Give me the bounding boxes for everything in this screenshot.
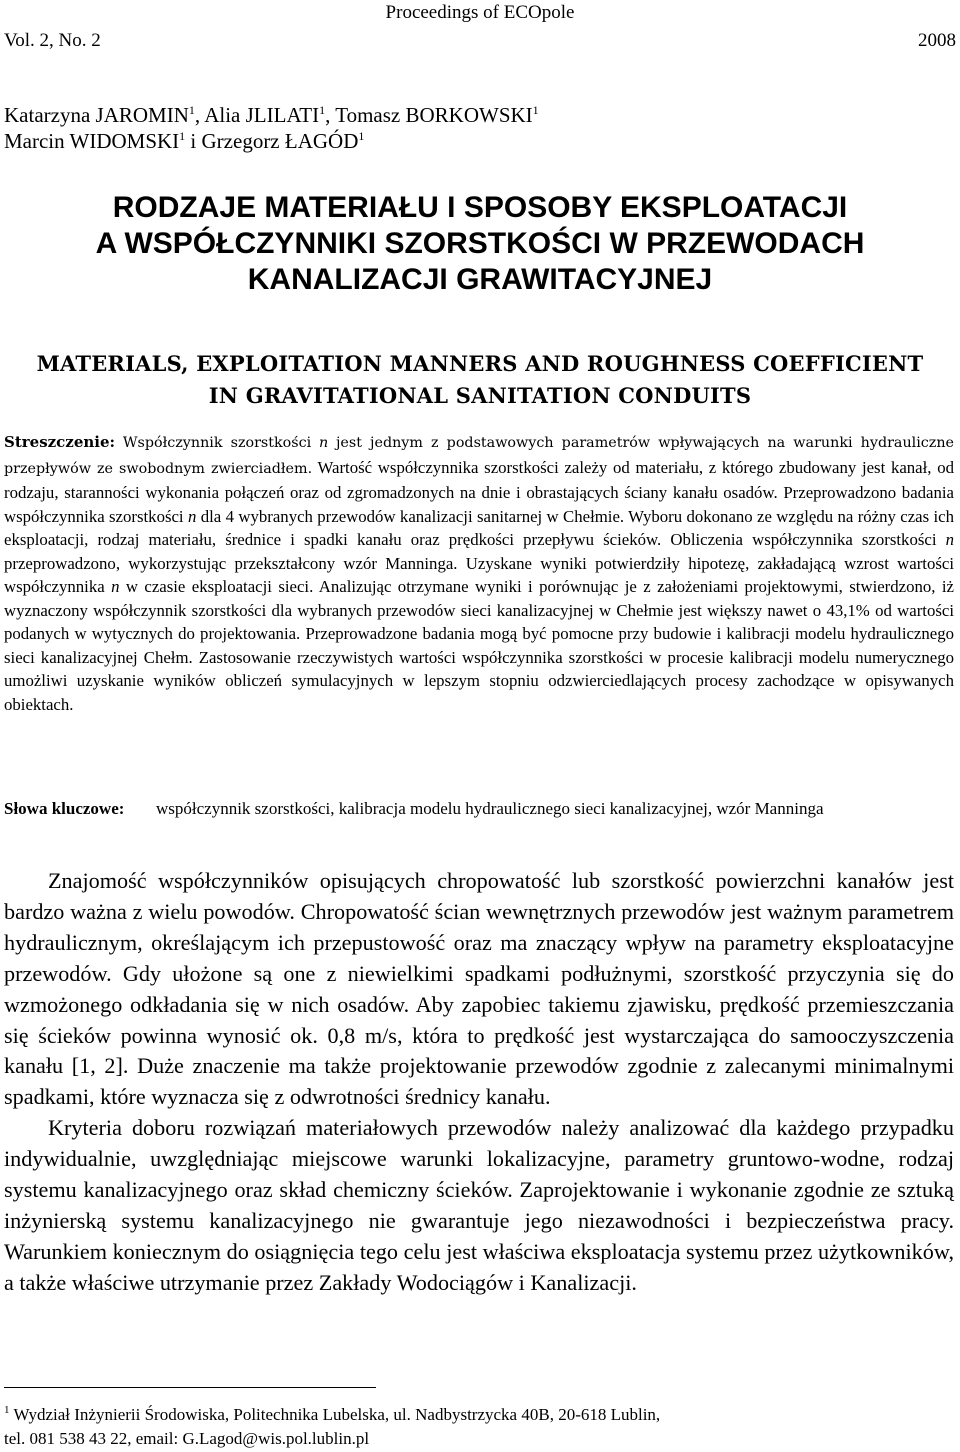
journal-name: Proceedings of ECOpole <box>385 2 575 23</box>
affiliation-marker: 1 <box>358 129 365 143</box>
author-name: Katarzyna JAROMIN <box>4 103 189 127</box>
footnote-line-2: tel. 081 538 43 22, email: G.Lagod@wis.pol.lublin.pl <box>4 1429 370 1448</box>
author-name: Grzegorz ŁAGÓD <box>201 129 359 153</box>
title-polish-line: RODZAJE MATERIAŁU I SPOSOBY EKSPLOATACJI <box>112 191 848 224</box>
title-english-line: IN GRAVITATIONAL SANITATION CONDUITS <box>208 383 752 408</box>
symbol-n: n <box>111 577 120 596</box>
abstract-label: Streszczenie: <box>4 433 116 451</box>
publication-year: 2008 <box>918 30 956 51</box>
affiliation-marker: 1 <box>532 103 539 117</box>
title-polish <box>0 190 960 298</box>
author-list <box>4 102 539 154</box>
title-english <box>0 348 960 412</box>
keywords-text: współczynnik szorstkości, kalibracja modelu hydraulicznego sieci kanalizacyjnej, wzór Manninga <box>156 799 824 818</box>
affiliation-marker: 1 <box>179 129 186 143</box>
author-connector: i <box>190 129 197 153</box>
symbol-n: n <box>318 435 329 451</box>
abstract-text: Współczynnik szorstkości <box>122 435 312 451</box>
abstract <box>4 430 954 716</box>
volume-number: Vol. 2, No. 2 <box>4 30 101 51</box>
author-name: Tomasz BORKOWSKI <box>335 103 533 127</box>
abstract-text: dla 4 wybranych przewodów kanalizacji sanitarnej w Chełmie. Wyboru dokonano ze względu na różny czas ich eksploatacji, rodzaj materiału, średnice i spadki kanału oraz prędkości przepływu ścieków. Obliczenia współczynnika szorstkości <box>4 506 955 549</box>
author-line-2 <box>4 128 539 154</box>
abstract-text: jest jednym z podstawowych parametrów wpływających na warunki hydrauliczne przepływów ze swobodnym zwierciadłem. <box>4 435 955 477</box>
author-name: Alia JLILATI <box>204 103 320 127</box>
abstract-text: w czasie eksploatacji sieci. Analizując otrzymane wyniki i porównując je z założeniami projektowymi, stwierdzono, iż wyznaczony współczynnik szorstkości dla wybranych przewodów sieci kanalizacyjnej w Chełmie jest większy nawet o 43,1% od wartości podanych w wytycznych do projektowania. Przeprowadzone badania mogą być pomocne przy budowie i kalibracji modelu hydraulicznego sieci kanalizacyjnej Chełm. Zastosowanie rzeczywistych wartości współczynnika szorstkości w procesie kalibracji modelu numerycznego umożliwi uzyskanie wyników obliczeń symulacyjnych w lepszym stopniu odzwierciedlających procesy zachodzące w opisywanych obiektach. <box>4 577 954 714</box>
footnote-line-1 <box>4 1403 954 1427</box>
footnote-marker: 1 <box>4 1404 10 1416</box>
paragraph: Znajomość współczynników opisujących chropowatość lub szorstkość powierzchni kanałów jest bardzo ważna z wielu powodów. Chropowatość ścian wewnętrznych przewodów jest ważnym parametrem hydraulicznym, określającym ich przepustowość oraz ma znaczący wpływ na parametry eksploatacyjne przewodów. Gdy ułożone są one z niewielkimi spadkami podłużnymi, szorstkość przyczynia się do wzmożonego odkładania się w nich osadów. Aby zapobiec takiemu zjawisku, prędkość przemieszczania się ścieków powinna wynosić ok. 0,8 m/s, która to prędkość jest wystarczająca do samooczyszczenia kanału [1, 2]. Duże znaczenie ma także projektowanie przewodów zgodnie z zalecanymi minimalnymi spadkami, które wyznacza się z odwrotności średnicy kanału. <box>4 868 954 1110</box>
keywords <box>4 797 954 821</box>
affiliation-marker: 1 <box>319 103 326 117</box>
abstract-text: przeprowadzono, wykorzystując przekształcony wzór Manninga. Uzyskane wyniki potwierdziły hipotezę, zakładającą wzrost wartości współczynnika <box>4 553 954 596</box>
symbol-n: n <box>187 506 197 526</box>
author-name: Marcin WIDOMSKI <box>4 129 180 153</box>
body-text <box>4 866 954 1299</box>
footnote-divider <box>4 1387 376 1388</box>
footnote-text: Wydział Inżynierii Środowiska, Politechnika Lubelska, ul. Nadbystrzycka 40B, 20-618 Lublin, <box>13 1405 661 1424</box>
keywords-label: Słowa kluczowe: <box>4 799 125 818</box>
affiliation-marker: 1 <box>188 103 195 117</box>
footnote <box>4 1403 954 1451</box>
abstract-text: Wartość współczynnika szorstkości zależy od materiału, z którego zbudowany jest kanał, od rodzaju, staranności wykonania połączeń oraz od zgromadzonych na dnie i obrastających ściany kanału osadów. Przeprowadzono badania współczynnika szorstkości <box>4 457 954 526</box>
symbol-n: n <box>945 530 954 549</box>
title-english-line: MATERIALS, EXPLOITATION MANNERS AND ROUGHNESS COEFFICIENT <box>36 351 924 376</box>
paragraph: Kryteria doboru rozwiązań materiałowych przewodów należy analizować dla każdego przypadku indywidualnie, uwzględniając miejscowe warunki lokalizacyjne, parametry gruntowo-wodne, rodzaj systemu kanalizacyjnego oraz skład chemiczny ścieków. Zaprojektowanie i wykonanie zgodnie ze sztuką inżynierską systemu kanalizacyjnego nie gwarantuje jego niezawodności i bezpieczeństwa pracy. Warunkiem koniecznym do osiągnięcia tego celu jest właściwa eksploatacja systemu przez użytkowników, a także właściwe utrzymanie przez Zakłady Wodociągów i Kanalizacji. <box>4 1115 954 1295</box>
volume-row <box>4 30 956 52</box>
author-line-1: Katarzyna JAROMIN$^1$, Alia JLILATI$^1$, Tomasz BORKOWSKI$^1$ <box>4 103 539 127</box>
title-polish-line: A WSPÓŁCZYNNIKI SZORSTKOŚCI W PRZEWODACH <box>95 227 865 260</box>
title-polish-line: KANALIZACJI GRAWITACYJNEJ <box>247 263 713 296</box>
